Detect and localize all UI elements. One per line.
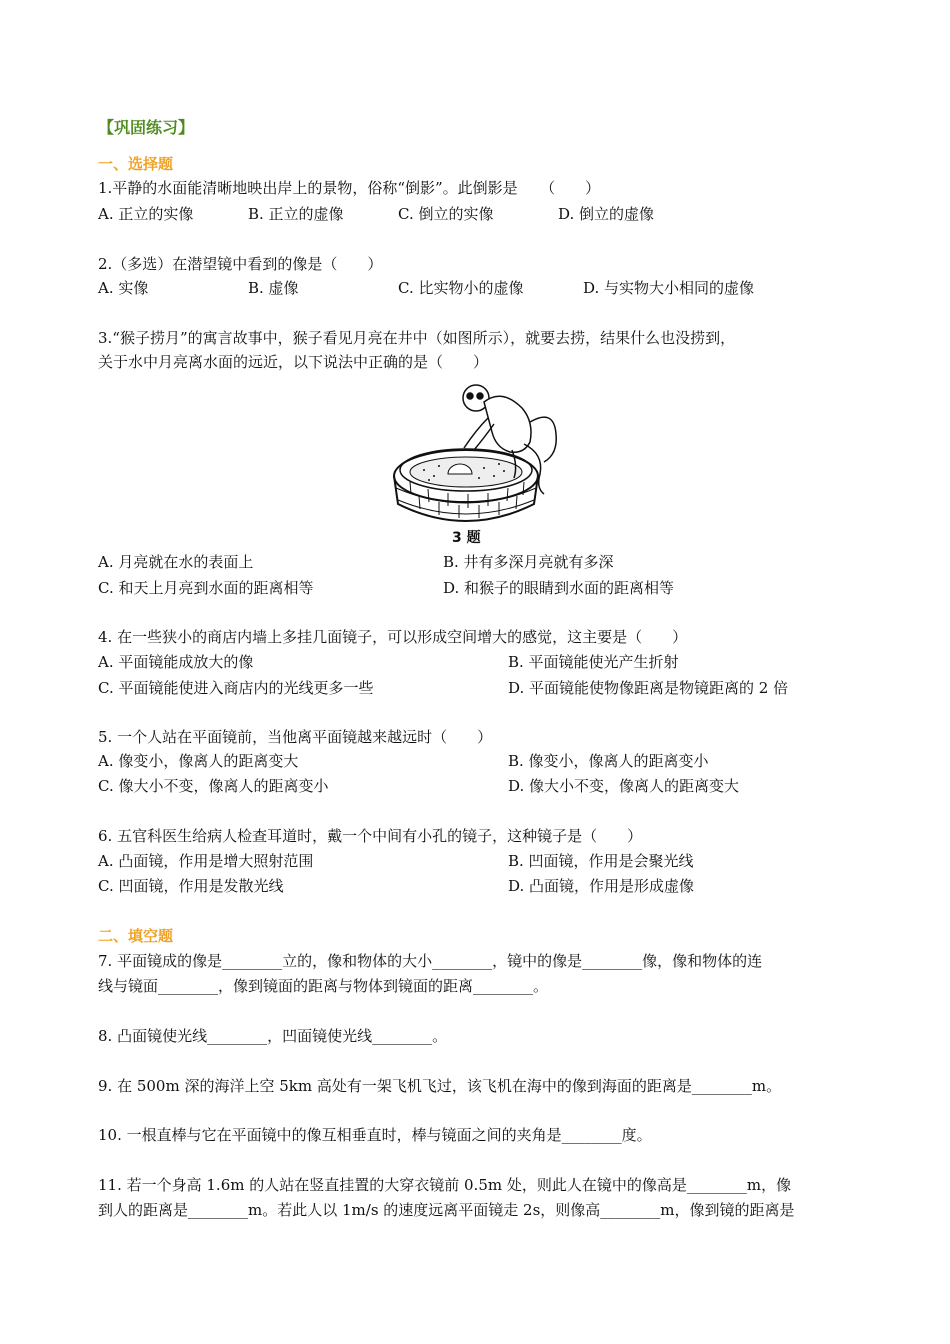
q3-option-c: C. 和天上月亮到水面的距离相等	[98, 579, 314, 597]
q4-option-b: B. 平面镜能使光产生折射	[508, 653, 679, 671]
part1-title: 一、选择题	[98, 155, 174, 173]
part2-title: 二、填空题	[98, 927, 174, 945]
q3-stem-line1: 3.“猴子捞月”的寓言故事中，猴子看见月亮在井中（如图所示），就要去捞，结果什么也没捞到，	[98, 329, 736, 347]
q2-option-b: B. 虚像	[248, 279, 299, 297]
q4-stem: 4. 在一些狭小的商店内墙上多挂几面镜子，可以形成空间增大的感觉，这主要是（ ）	[98, 628, 688, 646]
section-title: 【巩固练习】	[98, 118, 195, 137]
q5-option-b: B. 像变小，像离人的距离变小	[508, 752, 709, 770]
q2-option-a: A. 实像	[98, 279, 149, 297]
q11-line1: 11. 若一个身高 1.6m 的人站在竖直挂置的大穿衣镜前 0.5m 处，则此人在镜中的像高是________m，像	[98, 1176, 792, 1194]
q7-line1: 7. 平面镜成的像是________立的，像和物体的大小________，镜中的像是________像，像和物体的连	[98, 952, 763, 970]
q5-option-c: C. 像大小不变，像离人的距离变小	[98, 777, 329, 795]
q5-option-a: A. 像变小，像离人的距离变大	[98, 752, 299, 770]
q3-option-d: D. 和猴子的眼睛到水面的距离相等	[443, 579, 675, 597]
q6-option-a: A. 凸面镜，作用是增大照射范围	[98, 852, 314, 870]
q6-option-b: B. 凹面镜，作用是会聚光线	[508, 852, 694, 870]
q6-option-c: C. 凹面镜，作用是发散光线	[98, 877, 284, 895]
q8-text: 8. 凸面镜使光线________，凹面镜使光线________。	[98, 1027, 448, 1045]
q1-option-a: A. 正立的实像	[98, 205, 194, 223]
q2-option-d: D. 与实物大小相同的虚像	[583, 279, 755, 297]
q3-stem-line2: 关于水中月亮离水面的远近，以下说法中正确的是（ ）	[98, 353, 489, 371]
q2-stem: 2.（多选）在潜望镜中看到的像是（ ）	[98, 255, 383, 273]
q4-option-c: C. 平面镜能使进入商店内的光线更多一些	[98, 679, 374, 697]
q4-option-d: D. 平面镜能使物像距离是物镜距离的 2 倍	[508, 679, 789, 697]
q2-option-c: C. 比实物小的虚像	[398, 279, 524, 297]
q9-text: 9. 在 500m 深的海洋上空 5km 高处有一架飞机飞过，该飞机在海中的像到海面的距离是________m。	[98, 1077, 782, 1095]
figure-caption: 3 题	[452, 530, 481, 546]
q11-line2: 到人的距离是________m。若此人以 1m/s 的速度远离平面镜走 2s，则像高________m，像到镜的距离是	[98, 1201, 795, 1219]
q5-option-d: D. 像大小不变，像离人的距离变大	[508, 777, 740, 795]
q3-option-a: A. 月亮就在水的表面上	[98, 553, 254, 571]
q10-text: 10. 一根直棒与它在平面镜中的像互相垂直时，棒与镜面之间的夹角是________度。	[98, 1126, 652, 1144]
monkey-well-illustration	[384, 378, 564, 526]
q1-option-d: D. 倒立的虚像	[558, 205, 655, 223]
q6-option-d: D. 凸面镜，作用是形成虚像	[508, 877, 695, 895]
q1-option-c: C. 倒立的实像	[398, 205, 494, 223]
q3-option-b: B. 井有多深月亮就有多深	[443, 553, 614, 571]
q7-line2: 线与镜面________，像到镜面的距离与物体到镜面的距离________。	[98, 977, 549, 995]
q4-option-a: A. 平面镜能成放大的像	[98, 653, 254, 671]
q1-stem: 1.平静的水面能清晰地映出岸上的景物，俗称“倒影”。此倒影是 （ ）	[98, 179, 601, 197]
q6-stem: 6. 五官科医生给病人检查耳道时，戴一个中间有小孔的镜子，这种镜子是（ ）	[98, 827, 643, 845]
q5-stem: 5. 一个人站在平面镜前，当他离平面镜越来越远时（ ）	[98, 728, 493, 746]
q1-option-b: B. 正立的虚像	[248, 205, 344, 223]
